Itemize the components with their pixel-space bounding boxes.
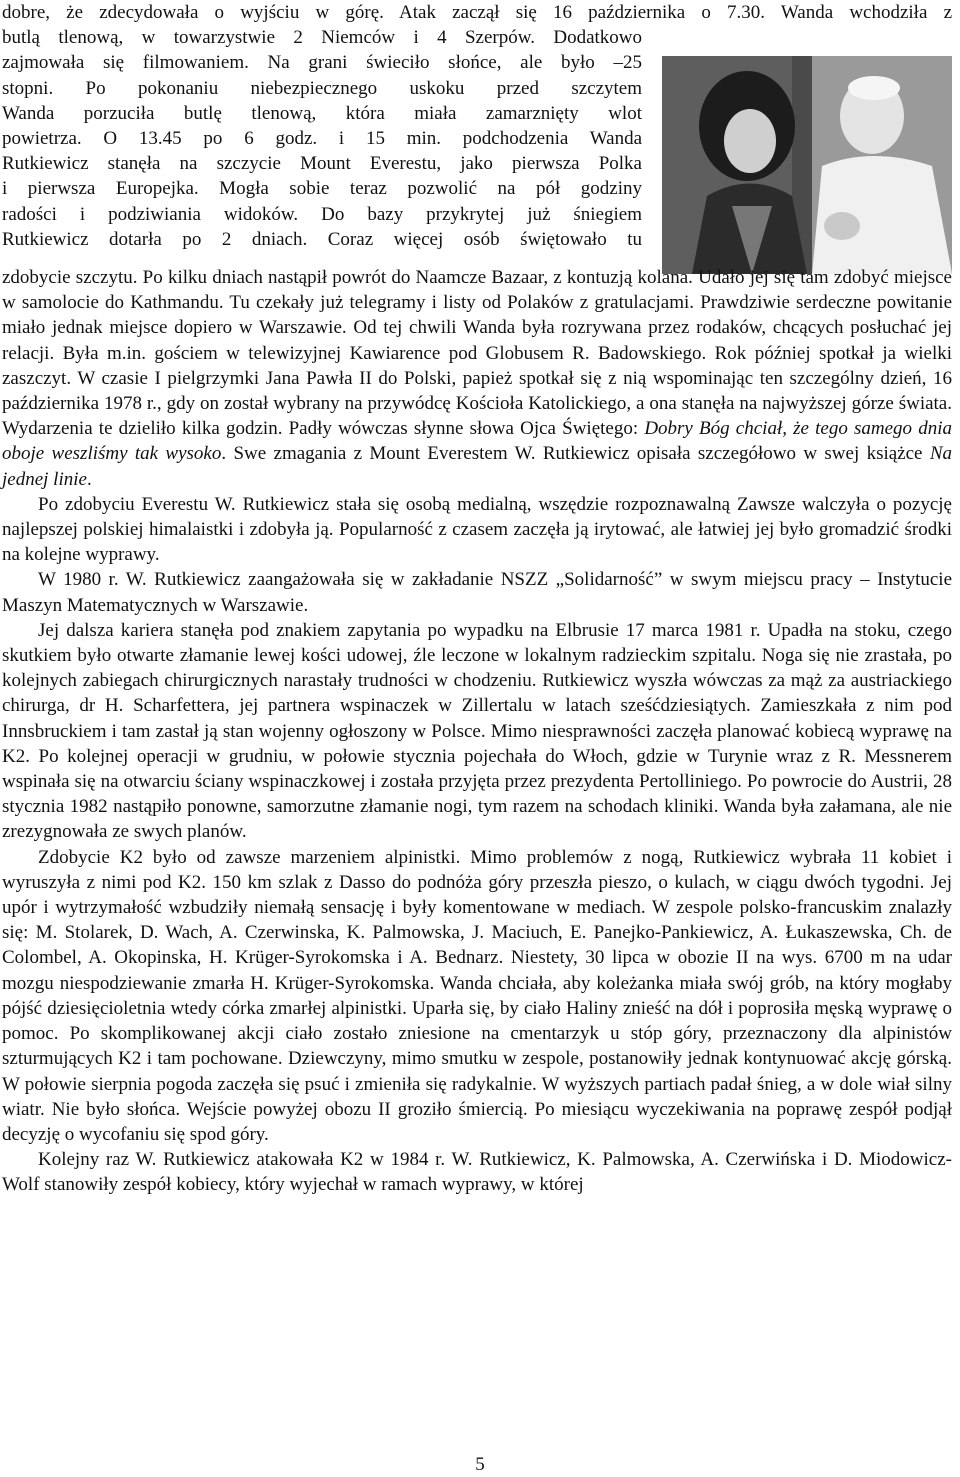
paragraph-k2-expedition: Zdobycie K2 było od zawsze marzeniem alpinistki. Mimo problemów z nogą, Rutkiewicz wybrała 11 kobiet i wyruszyła z nimi pod K2. 150 km szlak z Dasso do podnóża góry przeszła pieszo, o kulach, w ciągu dwóch tygodni. Jej upór i wytrzymałość wzbudziły niemałą sensację i były komentowane w mediach. W zespole polsko-francuskim znalazły się: M. Stolarek, D. Wach, A. Czerwinska, K. Palmowska, J. Maciuch, E. Panejko-Pankiewicz, A. Łukaszewska, Ch. de Colombel, A. Okopinska, H. Krüger-Syrokomska i A. Bednarz. Niestety, 30 lipca w obozie II na wys. 6700 m na udar mozgu niespodziewanie zmarła H. Krüger-Syrokomska. Wanda chciała, aby koleżanka miała swój grób, na który mogłaby pójść dziesięcioletnia wtedy córka zmarłej alpinistki. Uparła się, by ciało Haliny znieść na dół i poprosiła męską wyprawę o pomoc. Po skomplikowanej akcji ciało zostało zniesione na cmentarzyk u stóp góry, przeznaczony dla alpinistów szturmujących K2 i tam pochowane. Dziewczyny, mimo smutku w zespole, postanowiły jednak kontynuować akcję górską. W połowie sierpnia pogoda zaczęła się psuć i zmieniła się radykalnie. W wyższych partiach padał śnieg, a w dole wiał silny wiatr. Nie było słońca. Wejście powyżej obozu II groziło śmiercią. Po miesiącu wyczekiwania na poprawę zespół podjął decyzję o wycofaniu się spod góry. [2, 846, 952, 1145]
text-line: i pierwsza Europejka. Mogła sobie teraz pozwolić na pół godziny [2, 178, 642, 200]
text-line: radości i podziwiania widoków. Do bazy przykrytej już śniegiem [2, 203, 642, 225]
text-line: Rutkiewicz stanęła na szczycie Mount Everestu, jako pierwsza Polka [2, 153, 642, 175]
text-line: butlą tlenową, w towarzystwie 2 Niemców i 4 Szerpów. Dodatkowo [2, 27, 642, 49]
pope-quote: Dobry Bóg chciał, że tego samego dnia oboje weszliśmy tak wysoko [2, 418, 952, 465]
text-line: Wanda porzuciła butlę tlenową, która miała zamarznięty wlot [2, 102, 642, 124]
paragraph-media-fame: Po zdobyciu Everestu W. Rutkiewicz stała się osobą medialną, wszędzie rozpoznawalną Zawsze walczyła o pozycję najlepszej polskiej himalaistki i zdobyła ją. Popularność z czasem zaczęła ją irytować, ale łatwiej jej było gromadzić środki na kolejne wyprawy. [2, 493, 952, 566]
paragraph-text: . Swe zmagania z Mount Everestem W. Rutkiewicz opisała szczegółowo w swej książce [221, 443, 930, 465]
paragraph-elbrus-accident: Jej dalsza kariera stanęła pod znakiem zapytania po wypadku na Elbrusie 17 marca 1981 r. Upadła na stoku, czego skutkiem było otwarte złamanie lewej kości udowej, źle leczone w lokalnym radzieckim szpitalu. Noga się nie zrastała, po kolejnych zabiegach chirurgicznych narastały trudności w chodzeniu. Rutkiewicz wyszła wówczas za mąż za austriackiego chirurga, dr H. Scharfettera, jej partnera wspinaczek w Zillertalu w latach sześćdziesiątych. Zamieszkała z nim pod Innsbruckiem i tam zastał ją stan wojenny ogłoszony w Polsce. Mimo niesprawności zaczęła planować kobiecą wyprawę na K2. Po kolejnej operacji w grudniu, w połowie stycznia pojechała do Włoch, gdzie w Turynie wraz z R. Messnerem wspinała się na otwarciu ściany wspinaczkowej i została przyjęta przez prezydenta Pertolliniego. Po powrocie do Austrii, 28 stycznia 1982 nastąpiło ponowne, samorzutne złamanie nogi, tym razem na schodach kliniki. Wanda była załamana, ale nie zrezygnowała ze swych planów. [2, 619, 952, 843]
text-line: stopni. Po pokonaniu niebezpiecznego uskoku przed szczytem [2, 77, 642, 99]
photo-wanda-rutkiewicz-with-pope [662, 56, 952, 274]
paragraph-solidarnosc: W 1980 r. W. Rutkiewicz zaangażowała się w zakładanie NSZZ „Solidarność” w swym miejscu pracy – Instytucie Maszyn Matematycznych w Warszawie. [2, 569, 952, 616]
paragraph-text: . [86, 468, 92, 490]
text-line: dobre, że zdecydowała o wyjściu w górę. Atak zaczął się 16 października o 7.30. Wanda wchodziła z [2, 2, 952, 23]
page-number: 5 [475, 1454, 485, 1475]
text-line: powietrza. O 13.45 po 6 godz. i 15 min. podchodzenia Wanda [2, 128, 642, 150]
text-line: zajmowała się filmowaniem. Na grani świeciło słońce, ale było –25 [2, 52, 642, 74]
paragraph-text: zdobycie szczytu. Po kilku dniach nastąpił powrót do Naamcze Bazaar, z kontuzją kolana. Udało jej się tam zdobyć miejsce w samolocie do Kathmandu. Tu czekały już telegramy i listy od Polaków z gratulacjami. Prawdziwie serdeczne powitanie miało jednak miejsce dopiero w Warszawie. Od tej chwili Wanda była rozrywana przez rodaków, chcących posłuchać jej relacji. Była m.in. gościem w telewizyjnej Kawiarence pod Globusem R. Badowskiego. Rok później spotkał ja wielki zaszczyt. W czasie I pielgrzymki Jana Pawła II do Polski, papież spotkał się z nią wspominając ten szczególny dzień, 16 października 1978 r., gdy on został wybrany na przywódcę Kościoła Katolickiego, a ona stanęła na najwyższej górze świata. Wydarzenia te dzieliło kilka godzin. Padły wówczas słynne słowa Ojca Świętego: [2, 267, 952, 440]
photo-illustration [662, 56, 952, 274]
paragraph-everest-aftermath [2, 265, 952, 492]
text-line: Rutkiewicz dotarła po 2 dniach. Coraz więcej osób świętowało tu [2, 228, 642, 250]
book-title: Na jednej linie [2, 443, 953, 490]
paragraph-k2-1984: Kolejny raz W. Rutkiewicz atakowała K2 w 1984 r. W. Rutkiewicz, K. Palmowska, A. Czerwińska i D. Miodowicz-Wolf stanowiły zespół kobiecy, który wyjechał w ramach wyprawy, w której [2, 1149, 952, 1196]
body-text [2, 265, 952, 1198]
